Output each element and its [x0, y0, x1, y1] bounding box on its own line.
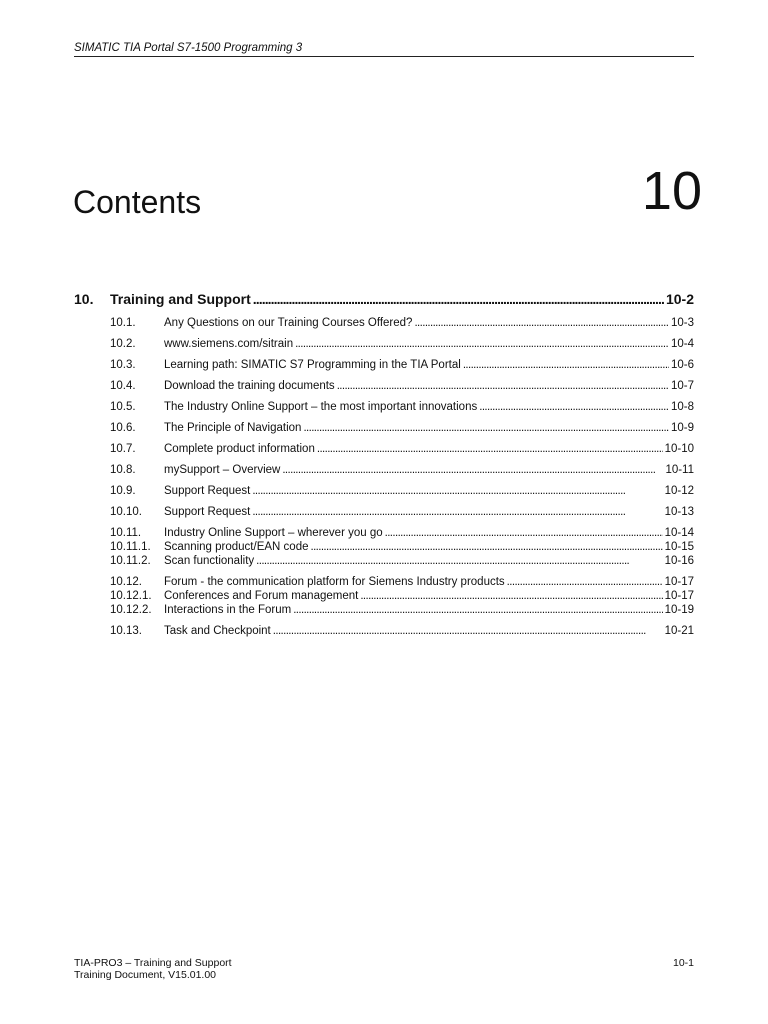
toc-entry-title: Any Questions on our Training Courses Offered?	[164, 317, 413, 329]
toc-entry-title: Download the training documents	[164, 380, 335, 392]
toc-entry-number: 10.12.1.	[110, 590, 152, 602]
toc-entry-title: Complete product information	[164, 443, 315, 455]
toc-entry-number: 10.12.	[110, 576, 142, 588]
toc-entry-page: 10-17	[664, 576, 694, 588]
toc-entry-page: 10-4	[670, 338, 694, 350]
toc-main-number: 10.	[74, 291, 94, 307]
toc-entry-title: Scanning product/EAN code	[164, 541, 309, 553]
toc-entry-page: 10-15	[664, 541, 694, 553]
toc-leader-dots	[507, 575, 663, 589]
toc-entry-page: 10-21	[664, 625, 694, 637]
toc-entry[interactable]	[74, 337, 694, 351]
toc-entry-number: 10.8.	[110, 464, 136, 476]
toc-entry-title: Scan functionality	[164, 555, 255, 567]
toc-entry-title: Support Request	[164, 506, 251, 518]
footer-page-number: 10-1	[672, 957, 694, 969]
toc-leader-dots	[463, 358, 669, 372]
toc-entry-title: Conferences and Forum management	[164, 590, 359, 602]
chapter-number: 10	[641, 161, 702, 221]
footer-course-title: TIA-PRO3 – Training and Support	[74, 957, 232, 969]
toc-entry-number: 10.2.	[110, 338, 136, 350]
toc-entry[interactable]	[74, 316, 694, 330]
toc-entry[interactable]	[74, 603, 694, 617]
toc-entry[interactable]	[74, 526, 694, 540]
toc-entry[interactable]	[74, 589, 694, 603]
toc-entry-title: Support Request	[164, 485, 251, 497]
toc-entry-page: 10-6	[670, 359, 694, 371]
toc-leader-dots	[295, 337, 669, 351]
toc-entry-number: 10.10.	[110, 506, 142, 518]
toc-leader-dots	[252, 505, 662, 519]
toc-main-title: Training and Support	[110, 291, 251, 307]
toc-entry-page: 10-12	[664, 485, 694, 497]
toc-entry-page: 10-8	[670, 401, 694, 413]
toc-entry-number: 10.9.	[110, 485, 136, 497]
toc-entry-page: 10-14	[664, 527, 694, 539]
toc-entry[interactable]	[74, 442, 694, 456]
toc-entry-number: 10.11.2.	[110, 555, 151, 567]
toc-entry-page: 10-7	[670, 380, 694, 392]
running-header: SIMATIC TIA Portal S7-1500 Programming 3	[74, 42, 694, 57]
toc-entry[interactable]	[74, 505, 694, 519]
toc-entry-number: 10.1.	[110, 317, 136, 329]
toc-leader-dots	[360, 589, 662, 603]
toc-entry-number: 10.3.	[110, 359, 136, 371]
toc-leader-dots	[256, 554, 662, 568]
toc-leader-dots	[337, 379, 669, 393]
toc-entry[interactable]	[74, 575, 694, 589]
toc-entry-number: 10.13.	[110, 625, 142, 637]
toc-entry[interactable]	[74, 540, 694, 554]
toc-entry[interactable]	[74, 624, 694, 638]
toc-entry-number: 10.5.	[110, 401, 136, 413]
toc-entry-number: 10.11.1.	[110, 541, 151, 553]
table-of-contents	[74, 291, 694, 638]
toc-entry-page: 10-16	[664, 555, 694, 567]
toc-entry-title: www.siemens.com/sitrain	[164, 338, 294, 350]
toc-main-entry[interactable]	[74, 291, 694, 313]
toc-entry-number: 10.12.2.	[110, 604, 152, 616]
toc-entry-title: The Principle of Navigation	[164, 422, 302, 434]
toc-leader-dots	[282, 463, 663, 477]
toc-entry-title: Learning path: SIMATIC S7 Programming in the TIA Portal	[164, 359, 461, 371]
toc-entry-page: 10-11	[665, 464, 694, 476]
toc-entry[interactable]	[74, 484, 694, 498]
toc-leader-dots	[385, 526, 663, 540]
footer-left	[74, 957, 232, 981]
toc-entry-number: 10.7.	[110, 443, 136, 455]
toc-leader-dots	[293, 603, 662, 617]
toc-leader-dots	[253, 291, 664, 307]
toc-entry[interactable]	[74, 379, 694, 393]
toc-leader-dots	[273, 624, 663, 638]
toc-entry-title: mySupport – Overview	[164, 464, 281, 476]
toc-entry-title: Forum - the communication platform for Siemens Industry products	[164, 576, 505, 588]
toc-main-page: 10-2	[665, 291, 694, 307]
toc-entry-page: 10-13	[664, 506, 694, 518]
toc-entry-title: The Industry Online Support – the most important innovations	[164, 401, 478, 413]
toc-leader-dots	[317, 442, 663, 456]
toc-entry[interactable]	[74, 554, 694, 568]
toc-entry[interactable]	[74, 421, 694, 435]
page-title: Contents	[73, 184, 202, 220]
toc-entry-page: 10-10	[664, 443, 694, 455]
toc-entry-title: Industry Online Support – wherever you go	[164, 527, 383, 539]
toc-leader-dots	[252, 484, 662, 498]
toc-entry-title: Interactions in the Forum	[164, 604, 292, 616]
toc-entry-number: 10.11.	[110, 527, 142, 539]
toc-entry-page: 10-9	[670, 422, 694, 434]
toc-leader-dots	[310, 540, 662, 554]
toc-entry[interactable]	[74, 400, 694, 414]
toc-entry[interactable]	[74, 358, 694, 372]
toc-entry-page: 10-3	[670, 317, 694, 329]
toc-entry-page: 10-17	[664, 590, 694, 602]
footer-document-version: Training Document, V15.01.00	[74, 969, 217, 981]
toc-entry-title: Task and Checkpoint	[164, 625, 271, 637]
toc-leader-dots	[303, 421, 669, 435]
toc-entry-page: 10-19	[664, 604, 694, 616]
toc-entry-number: 10.6.	[110, 422, 136, 434]
toc-leader-dots	[479, 400, 669, 414]
toc-entry[interactable]	[74, 463, 694, 477]
toc-leader-dots	[414, 316, 669, 330]
toc-entry-number: 10.4.	[110, 380, 136, 392]
